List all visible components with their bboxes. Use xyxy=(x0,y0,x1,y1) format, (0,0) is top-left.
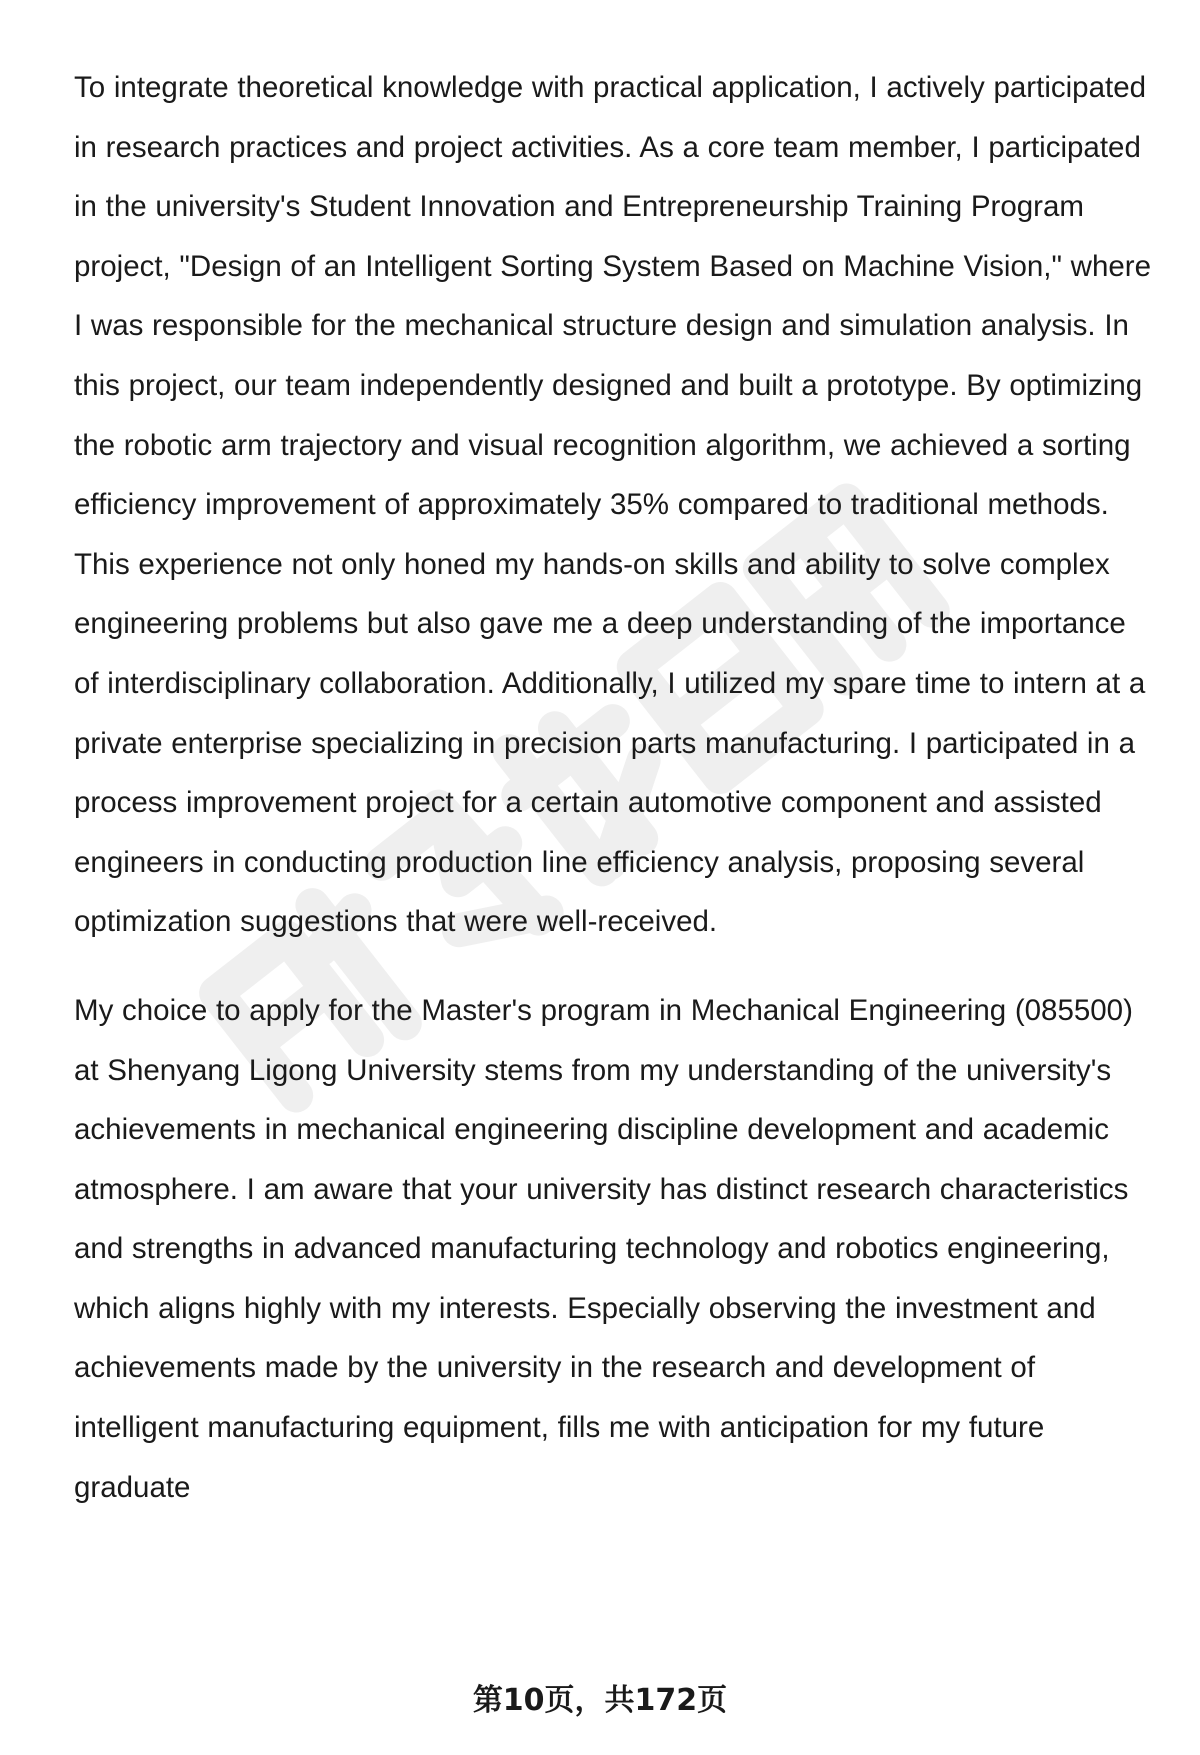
paragraph-research-practice: To integrate theoretical knowledge with practical application, I actively participated in research practices and project activities. As a core team member, I participated in the university's Student Innovation and Entrepreneurship Training Program project, "Design of an Intelligent Sorting System Based on Machine Vision," where I was responsible for the mechanical structure design and simulation analysis. In this project, our team independently designed and built a prototype. By optimizing the robotic arm trajectory and visual recognition algorithm, we achieved a sorting efficiency improvement of approximately 35% compared to traditional methods. This experience not only honed my hands-on skills and ability to solve complex engineering problems but also gave me a deep understanding of the importance of interdisciplinary collaboration. Additionally, I utilized my spare time to intern at a private enterprise specializing in precision parts manufacturing. I participated in a process improvement project for a certain automotive component and assisted engineers in conducting production line efficiency analysis, proposing several optimization suggestions that were well-received. xyxy=(74,71,1152,939)
page-number-footer: 第10页，共172页 xyxy=(472,1683,728,1718)
document-body xyxy=(74,58,1154,1517)
paragraph-program-choice: My choice to apply for the Master's program in Mechanical Engineering (085500) at Shenyang Ligong University stems from my understanding of the university's achievements in mechanical engineering discipline development and academic atmosphere. I am aware that your university has distinct research characteristics and strengths in advanced manufacturing technology and robotics engineering, which aligns highly with my interests. Especially observing the investment and achievements made by the university in the research and development of intelligent manufacturing equipment, fills me with anticipation for my future graduate xyxy=(74,993,1133,1504)
